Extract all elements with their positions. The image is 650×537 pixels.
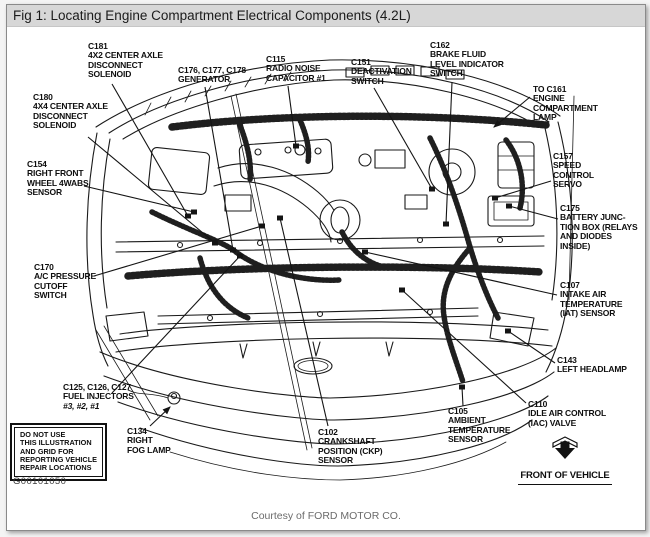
callout-C157: C157 SPEED CONTROL SERVO — [553, 151, 594, 190]
callout-C176-C177-C178: C176, C177, C178 GENERATOR — [178, 65, 247, 85]
notice-line: THIS ILLUSTRATION — [20, 438, 92, 448]
callout-C115: C115 RADIO NOISE CAPACITOR #1 — [266, 54, 326, 83]
callout-C151: C151 DEACTIVATION SWITCH — [351, 57, 412, 86]
notice-line: REPORTING VEHICLE — [20, 454, 98, 464]
front-of-vehicle-label: FRONT OF VEHICLE — [518, 469, 611, 485]
callout-TO-C161: TO C161 ENGINE COMPARTMENT LAMP — [533, 84, 598, 123]
figure-code: G00101050 — [13, 476, 67, 487]
diagram-area — [7, 27, 645, 530]
callout-C154: C154 RIGHT FRONT WHEEL 4WABS SENSOR — [27, 159, 89, 198]
window-title-bar — [7, 5, 645, 27]
figure-window — [6, 4, 646, 531]
callout-C181: C181 4X2 CENTER AXLE DISCONNECT SOLENOID — [88, 41, 163, 80]
notice-line: DO NOT USE — [20, 430, 66, 439]
callout-C162: C162 BRAKE FLUID LEVEL INDICATOR SWITCH — [430, 40, 504, 79]
callout-C102: C102 CRANKSHAFT POSITION (CKP) SENSOR — [318, 427, 383, 466]
notice-box — [14, 427, 103, 477]
credit-line: Courtesy of FORD MOTOR CO. — [251, 510, 401, 522]
callout-C175: C175 BATTERY JUNC- TION BOX (RELAYS AND DIODES INSIDE) — [560, 203, 638, 251]
notice-line: REPAIR LOCATIONS — [20, 463, 92, 473]
callout-C125-C126-C127: C125, C126, C127 FUEL INJECTORS #3, #2, #1 — [63, 382, 134, 411]
callout-C180: C180 4X4 CENTER AXLE DISCONNECT SOLENOID — [33, 92, 108, 131]
callout-C105: C105 AMBIENT TEMPERATURE SENSOR — [448, 406, 511, 445]
front-of-vehicle-marker — [512, 436, 618, 485]
window-title: Fig 1: Locating Engine Compartment Electrical Components (4.2L) — [13, 8, 411, 23]
callout-C143: C143 LEFT HEADLAMP — [557, 355, 627, 375]
callout-C170: C170 A/C PRESSURE CUTOFF SWITCH — [34, 262, 96, 301]
callout-C110: C110 IDLE AIR CONTROL (IAC) VALVE — [528, 399, 607, 428]
front-of-vehicle-arrow-icon — [552, 436, 578, 460]
callout-C134: C134 RIGHT FOG LAMP — [127, 426, 171, 455]
callout-C107: C107 INTAKE AIR TEMPERATURE (IAT) SENSOR — [560, 280, 623, 319]
notice-line: AND GRID FOR — [20, 446, 74, 456]
